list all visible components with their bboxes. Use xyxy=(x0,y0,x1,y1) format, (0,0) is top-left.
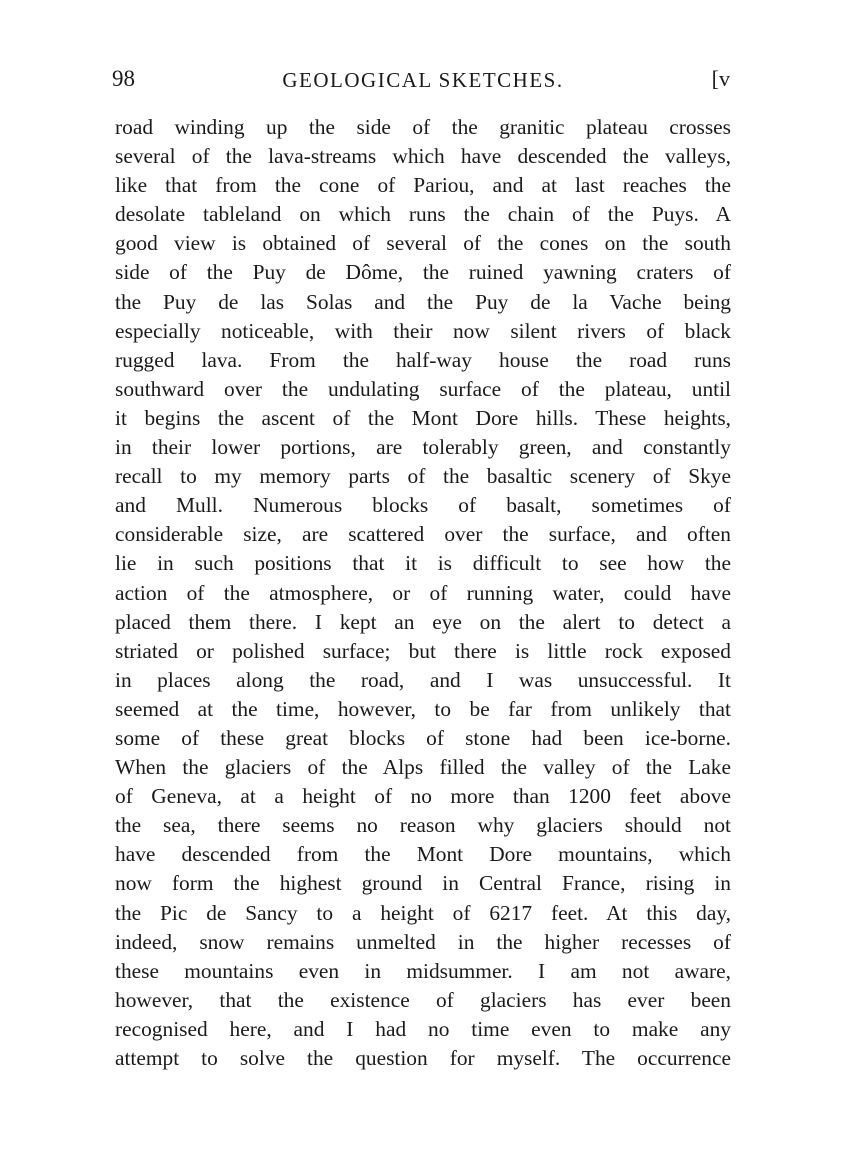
page-number: 98 xyxy=(112,66,135,91)
text-line: now form the highest ground in Central France, rising in xyxy=(115,871,731,896)
body-text xyxy=(115,113,731,1073)
text-line: in their lower portions, are tolerably green, and constantly xyxy=(115,435,731,460)
text-line: seemed at the time, however, to be far from unlikely that xyxy=(115,696,731,721)
text-line: especially noticeable, with their now silent rivers of black xyxy=(115,318,731,343)
text-line: When the glaciers of the Alps filled the valley of the Lake xyxy=(115,755,731,780)
text-line: the Pic de Sancy to a height of 6217 feet. At this day, xyxy=(115,900,731,925)
text-line: lie in such positions that it is difficult to see how the xyxy=(115,551,731,576)
text-line: side of the Puy de Dôme, the ruined yawning craters of xyxy=(115,260,731,285)
text-line: desolate tableland on which runs the chain of the Puys. A xyxy=(115,202,731,227)
text-line: recognised here, and I had no time even to make any xyxy=(115,1016,731,1041)
text-line: some of these great blocks of stone had been ice-borne. xyxy=(115,725,731,750)
text-line: considerable size, are scattered over the surface, and often xyxy=(115,522,731,547)
text-line: and Mull. Numerous blocks of basalt, sometimes of xyxy=(115,493,731,518)
text-line: like that from the cone of Pariou, and at last reaches the xyxy=(115,173,731,198)
text-line: in places along the road, and I was unsuccessful. It xyxy=(115,667,731,692)
chapter-mark: [v xyxy=(711,66,730,91)
text-line: the sea, there seems no reason why glaciers should not xyxy=(115,813,731,838)
text-line: good view is obtained of several of the cones on the south xyxy=(115,231,731,256)
text-line: several of the lava-streams which have descended the valleys, xyxy=(115,144,731,169)
text-line: rugged lava. From the half-way house the road runs xyxy=(115,347,731,372)
running-head: GEOLOGICAL SKETCHES. xyxy=(282,68,564,92)
text-line: southward over the undulating surface of the plateau, until xyxy=(115,376,731,401)
text-line: however, that the existence of glaciers has ever been xyxy=(115,987,731,1012)
text-line: it begins the ascent of the Mont Dore hills. These heights, xyxy=(115,405,731,430)
text-line: indeed, snow remains unmelted in the higher recesses of xyxy=(115,929,731,954)
text-line: road winding up the side of the granitic plateau crosses xyxy=(115,115,731,139)
text-line: have descended from the Mont Dore mountains, which xyxy=(115,842,731,867)
page-header xyxy=(112,66,734,98)
text-line: attempt to solve the question for myself. The occurrence xyxy=(115,1046,731,1070)
text-line: recall to my memory parts of the basaltic scenery of Skye xyxy=(115,464,731,489)
text-line: striated or polished surface; but there is little rock exposed xyxy=(115,638,731,663)
text-line: these mountains even in midsummer. I am not aware, xyxy=(115,958,731,983)
text-line: of Geneva, at a height of no more than 1200 feet above xyxy=(115,784,731,809)
text-line: the Puy de las Solas and the Puy de la Vache being xyxy=(115,289,731,314)
text-line: placed them there. I kept an eye on the alert to detect a xyxy=(115,609,731,634)
text-line: action of the atmosphere, or of running water, could have xyxy=(115,580,731,605)
